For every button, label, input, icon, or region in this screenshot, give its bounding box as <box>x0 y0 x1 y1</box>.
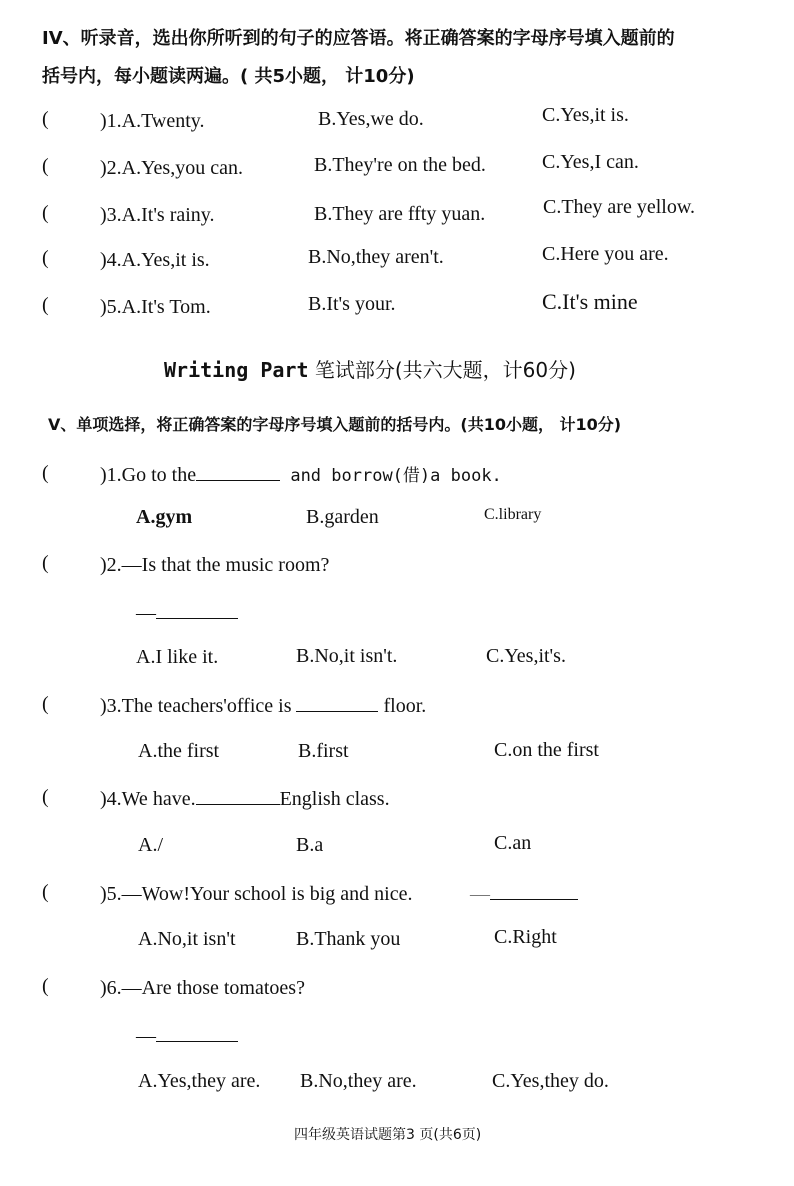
page-footer: 四年级英语试题第3 页(共6页) <box>294 1127 482 1143</box>
answer-paren: ( <box>42 693 49 715</box>
v-q3-option-b: B.first <box>298 740 349 762</box>
answer-paren: ( <box>42 294 49 316</box>
v-question-1 <box>100 462 502 489</box>
section-4-heading-line1: IV、听录音，选出你所听到的句子的应答语。将正确答案的字母序号填入题前的 <box>42 28 675 49</box>
answer-paren: ( <box>42 247 49 269</box>
question-3-option-c: C.They are yellow. <box>543 196 695 218</box>
question-2-option-c: C.Yes,I can. <box>542 151 639 173</box>
v-q5-option-a: A.No,it isn't <box>138 928 236 950</box>
v-q3-option-c: C.on the first <box>494 739 599 761</box>
answer-paren: ( <box>42 975 49 997</box>
v-question-2: )2.—Is that the music room? <box>100 554 330 576</box>
v-question-4 <box>100 786 390 812</box>
question-5-option-b: B.It's your. <box>308 293 396 315</box>
question-3-option-b: B.They are ffty yuan. <box>314 203 486 225</box>
v-q3-text-post: floor. <box>378 695 427 717</box>
v-q5-option-b: B.Thank you <box>296 928 401 950</box>
question-4-option-a: )4.A.Yes,it is. <box>100 249 210 271</box>
v-q4-option-a: A./ <box>138 834 163 856</box>
question-1-option-b: B.Yes,we do. <box>318 108 424 130</box>
answer-blank <box>156 600 238 619</box>
v-q4-text-post: English class. <box>279 788 390 810</box>
v-question-6: )6.—Are those tomatoes? <box>100 977 305 999</box>
writing-part-title-en: Writing Part <box>164 358 309 382</box>
v-q6-answer-line <box>136 1023 238 1049</box>
question-1-option-c: C.Yes,it is. <box>542 104 629 126</box>
answer-paren: ( <box>42 155 49 177</box>
question-5-option-c: C.It's mine <box>542 289 638 314</box>
question-2-option-a: )2.A.Yes,you can. <box>100 157 243 179</box>
answer-blank <box>490 881 578 900</box>
answer-blank <box>156 1023 238 1042</box>
writing-part-title <box>164 354 576 383</box>
v-q6-option-b: B.No,they are. <box>300 1070 417 1092</box>
answer-blank <box>196 462 280 481</box>
writing-part-title-zh: 笔试部分(共六大题，计60分) <box>308 358 576 382</box>
v-q1-text-pre: )1.Go to the <box>100 464 197 486</box>
v-q4-option-c: C.an <box>494 832 532 854</box>
v-q1-option-b: B.garden <box>306 506 379 528</box>
v-q2-option-c: C.Yes,it's. <box>486 645 566 667</box>
v-question-5: )5.—Wow!Your school is big and nice. <box>100 883 413 905</box>
answer-paren: ( <box>42 552 49 574</box>
v-q5-option-c: C.Right <box>494 926 557 948</box>
answer-paren: ( <box>42 108 49 130</box>
v-q1-option-c: C.library <box>484 506 542 523</box>
v-q1-text-post: and borrow(借)a book. <box>280 466 502 486</box>
answer-paren: ( <box>42 462 49 484</box>
section-5-heading: V、单项选择，将正确答案的字母序号填入题前的括号内。(共10小题， 计10分) <box>48 415 622 434</box>
question-4-option-c: C.Here you are. <box>542 243 669 265</box>
v-q2-answer-line <box>136 600 238 626</box>
v-q6-option-a: A.Yes,they are. <box>138 1070 261 1092</box>
question-5-option-a: )5.A.It's Tom. <box>100 296 211 318</box>
v-q2-option-b: B.No,it isn't. <box>296 645 398 667</box>
v-question-3 <box>100 693 426 719</box>
answer-dash: — <box>470 883 490 905</box>
question-4-option-b: B.No,they aren't. <box>308 246 444 268</box>
section-4-heading-line2: 括号内，每小题读两遍。( 共5小题， 计10分) <box>42 66 415 87</box>
v-q3-option-a: A.the first <box>138 740 220 762</box>
v-q4-text-pre: )4.We have. <box>100 788 196 810</box>
v-q2-option-a: A.I like it. <box>136 646 219 668</box>
question-3-option-a: )3.A.It's rainy. <box>100 204 215 226</box>
v-q1-option-a: A.gym <box>136 506 193 528</box>
answer-dash: — <box>136 1025 156 1047</box>
answer-paren: ( <box>42 786 49 808</box>
v-q6-option-c: C.Yes,they do. <box>492 1070 609 1092</box>
v-q3-text-pre: )3.The teachers'office is <box>100 695 297 717</box>
answer-blank <box>296 693 378 712</box>
v-q5-answer-line <box>470 881 578 907</box>
answer-dash: — <box>136 602 156 624</box>
v-q4-option-b: B.a <box>296 834 324 856</box>
answer-paren: ( <box>42 881 49 903</box>
answer-blank <box>196 786 280 805</box>
answer-paren: ( <box>42 202 49 224</box>
question-2-option-b: B.They're on the bed. <box>314 154 486 176</box>
question-1-option-a: )1.A.Twenty. <box>100 110 205 132</box>
